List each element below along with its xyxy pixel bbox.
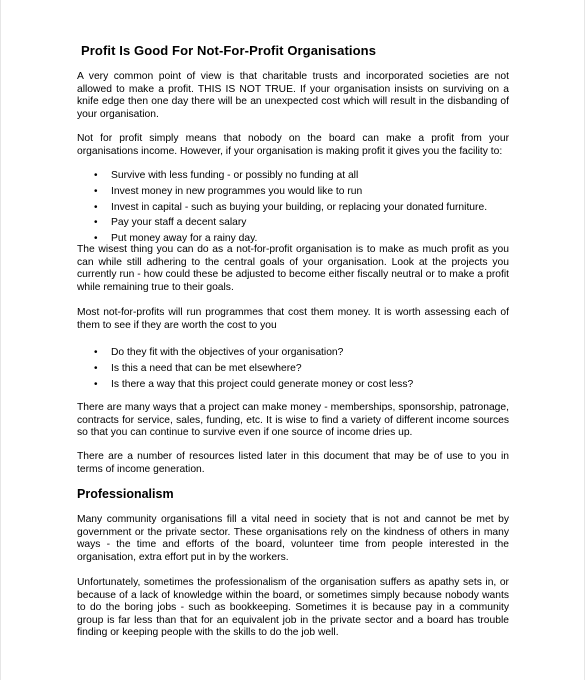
list-item: • Is this a need that can be met elsewhere? [77, 361, 509, 377]
paragraph-resources: There are a number of resources listed later in this document that may be of use to you in terms of income generation. [77, 451, 509, 475]
bullet-icon: • [94, 347, 98, 358]
bullet-icon: • [94, 378, 98, 390]
paragraph-unfortunately: Unfortunately, sometimes the professionalism of the organisation suffers as apathy sets in, or because of a lack of knowledge within the board, or sometimes simply because nobody wants to do the boring jobs - such as bookkeeping. Sometimes it is because pay in a community group is far less than that for an equivalent job in the private sector and a board has trouble finding or keeping people with the skills to do the job well. [77, 577, 509, 639]
paragraph-community-organisations: Many community organisations fill a vital need in society that is not and cannot be met by government or the private sector. These organisations rely on the kindness of others in many ways - the time and efforts of the board, volunteer time from people interested in the organisation, extra effort put in by the workers. [77, 514, 509, 563]
paragraph-not-for-profit: Not for profit simply means that nobody on the board can make a profit from your organisations income. However, if your organisation is making profit it gives you the facility to: [77, 133, 509, 157]
section-heading-professionalism: Professionalism [77, 487, 174, 501]
paragraph-income-sources: There are many ways that a project can make money - memberships, sponsorship, patronage, contracts for service, sales, funding, etc. It is wise to find a variety of different income sources so that you can continue to survive even if one source of income dries up. [77, 402, 509, 439]
list-item: • Is there a way that this project could generate money or cost less? [77, 377, 509, 393]
bullet-icon: • [94, 170, 98, 181]
bullet-icon: • [94, 185, 98, 197]
bullet-icon: • [94, 217, 98, 229]
paragraph-intro: A very common point of view is that charitable trusts and incorporated societies are not allowed to make a profit. THIS IS NOT TRUE. If your organisation insists on surviving on a knife edge then one day there will be an unexpected cost which will result in the disbanding of your organisation. [77, 71, 509, 120]
paragraph-programmes: Most not-for-profits will run programmes that cost them money. It is worth assessing each of them to see if they are worth the cost to you [77, 307, 509, 331]
page-title: Profit Is Good For Not-For-Profit Organisations [81, 43, 377, 58]
list-item: • Put money away for a rainy day. [77, 231, 509, 247]
list-item: • Invest in capital - such as buying your building, or replacing your donated furniture. [77, 200, 509, 216]
bullet-icon: • [94, 233, 98, 245]
assessment-questions-list [77, 345, 509, 392]
list-item: • Pay your staff a decent salary [77, 215, 509, 231]
list-item: • Invest money in new programmes you would like to run [77, 184, 509, 200]
bullet-icon: • [94, 362, 98, 374]
paragraph-wisest-thing: The wisest thing you can do as a not-for-profit organisation is to make as much profit as you can while still adhering to the central goals of your organisation. Look at the projects you currently run - how could these be adjusted to become either fiscally neutral or to make a profit while remaining true to their goals. [77, 244, 509, 293]
list-item: • Survive with less funding - or possibly no funding at all [77, 168, 509, 184]
bullet-icon: • [94, 201, 98, 213]
list-item: • Do they fit with the objectives of your organisation? [77, 345, 509, 361]
benefits-list [77, 168, 509, 247]
